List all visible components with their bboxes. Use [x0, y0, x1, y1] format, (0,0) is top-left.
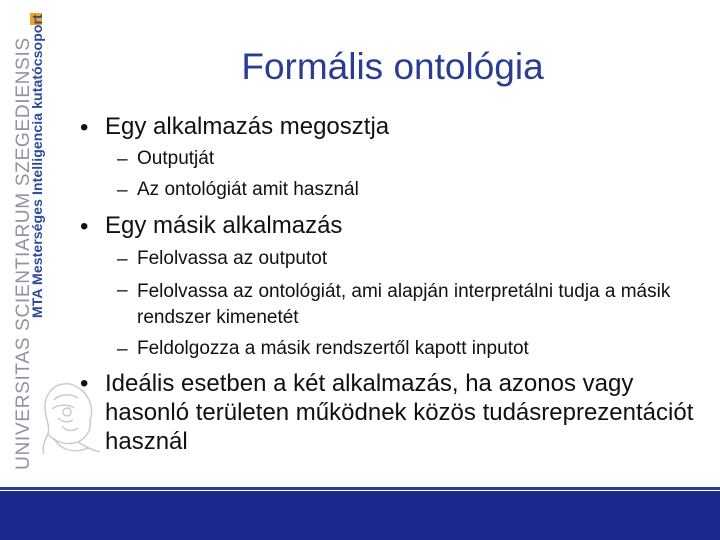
dash-icon: –: [117, 149, 128, 170]
sub-item: Felolvassa az ontológiát, ami alapján interpretálni tudja a másik rendszer kimenetét: [137, 281, 671, 328]
sub-item: Outputját: [137, 148, 215, 169]
sub-item: Az ontológiát amit használ: [137, 179, 359, 200]
footer-bar: [0, 491, 720, 540]
bullet-icon: •: [80, 370, 89, 397]
bullet-icon: •: [80, 213, 89, 240]
sub-item: Felolvassa az outputot: [137, 248, 328, 269]
university-label: UNIVERSITAS SCIENTIARUM SZEGEDIENSIS: [13, 37, 34, 470]
bullet-item: Egy alkalmazás megosztja: [105, 113, 390, 140]
bullet-icon: •: [80, 114, 89, 141]
dash-icon: –: [117, 180, 128, 201]
university-seal-icon: [34, 376, 106, 458]
sub-item: Feldolgozza a másik rendszertől kapott inputot: [137, 338, 529, 359]
dash-icon: –: [117, 280, 128, 301]
dash-icon: –: [117, 249, 128, 270]
research-group-label: MTA Mesterséges Intelligencia kutatócsoport: [29, 14, 45, 318]
bullet-item: Egy másik alkalmazás: [105, 212, 343, 239]
bullet-item: Ideális esetben a két alkalmazás, ha azonos vagy hasonló területen működnek közös tudásreprezentációt használ: [105, 370, 694, 455]
footer-divider: [0, 487, 720, 490]
dash-icon: –: [117, 339, 128, 360]
slide-title: Formális ontológia: [241, 46, 544, 87]
